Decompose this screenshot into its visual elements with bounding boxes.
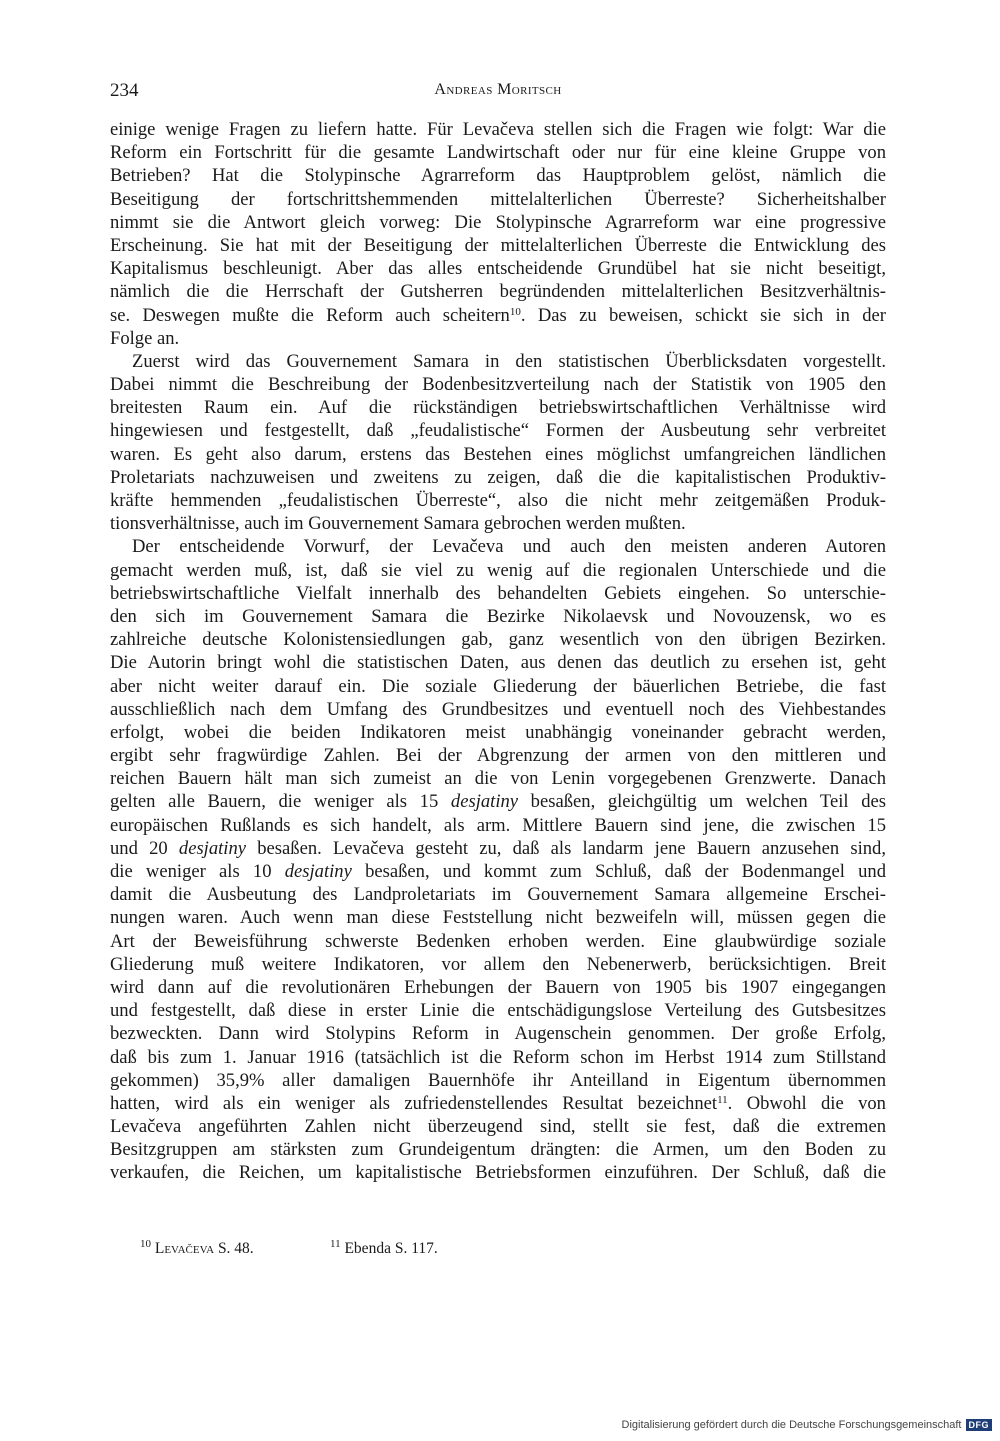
footnote-marker: 10 xyxy=(140,1238,151,1250)
text-line: kräfte hemmenden „feudalistischen Überreste“, also die nicht mehr zeitgemäßen Produk- xyxy=(110,490,886,511)
text-line: betriebswirtschaftliche Vielfalt innerhalb des behandelten Gebiets eingehen. So unterschie- xyxy=(110,582,886,604)
text-span: besaßen. Levačeva gesteht zu, daß als landarm jene Bauern anzusehen sind, xyxy=(246,837,886,859)
text-line: Art der Beweisführung schwerste Bedenken erhoben werden. Eine glaubwürdige soziale xyxy=(110,930,886,952)
text-line xyxy=(110,837,886,860)
text-line: Proletariats nachzuweisen und zweitens zu zeigen, daß die die kapitalistischen Produktiv- xyxy=(110,466,886,488)
text-span: . Obwohl die von xyxy=(727,1092,886,1114)
text-line: verkaufen, die Reichen, um kapitalistische Betriebsformen einzuführen. Der Schluß, daß die xyxy=(110,1162,886,1184)
page-header xyxy=(110,80,886,106)
text-line: Reform ein Fortschritt für die gesamte Landwirtschaft oder nur für eine kleine Gruppe von xyxy=(110,142,886,164)
footnote-text: Ebenda S. 117. xyxy=(344,1240,438,1257)
footnote-ref-11: 11 xyxy=(717,1093,728,1106)
text-line xyxy=(110,1092,886,1115)
text-line: Kapitalismus beschleunigt. Aber das alles entscheidende Grundübel hat sie nicht beseitigt, xyxy=(110,258,886,280)
text-line: nungen waren. Auch wenn man diese Feststellung nicht bezweifeln will, müssen gegen die xyxy=(110,907,886,929)
text-line: Erscheinung. Sie hat mit der Beseitigung der mittelalterlichen Überreste die Entwicklung des xyxy=(110,234,886,256)
text-line xyxy=(110,304,886,327)
text-line: breitesten Raum ein. Auf die rückständigen betriebswirtschaftlichen Verhältnisse wird xyxy=(110,397,886,419)
dfg-logo: DFG xyxy=(966,1419,993,1431)
text-line: und festgestellt, daß diese in erster Linie die entschädigungslose Verteilung des Gutsbesitzes xyxy=(110,1000,886,1022)
text-line: damit die Ausbeutung des Landproletariats im Gouvernement Samara allgemeine Erschei- xyxy=(110,884,886,906)
italic-term: desjatiny xyxy=(450,791,519,813)
text-line: zahlreiche deutsche Kolonistensiedlungen gab, ganz wesentlich von den übrigen Bezirken. xyxy=(110,629,886,651)
text-line: Folge an. xyxy=(110,327,180,349)
digitization-banner xyxy=(622,1417,992,1433)
italic-term: desjatiny xyxy=(178,837,247,859)
text-span: gelten alle Bauern, die weniger als 15 xyxy=(110,791,439,813)
text-line: Beseitigung der fortschrittshemmenden mittelalterlichen Überreste? Sicherheitshalber xyxy=(110,188,886,210)
text-line: daß bis zum 1. Januar 1916 (tatsächlich ist die Reform schon im Herbst 1914 zum Stillstand xyxy=(110,1046,886,1068)
text-line: ergibt sehr fragwürdige Zahlen. Bei der Abgrenzung der armen von den mittleren und xyxy=(110,745,886,767)
text-line: waren. Es geht also darum, erstens das Bestehen eines möglichst umfangreichen ländlichen xyxy=(110,443,886,465)
text-span: hatten, wird als ein weniger als zufriedenstellendes Resultat bezeichnet xyxy=(110,1092,718,1114)
text-line: Besitzgruppen am stärksten zum Grundeigentum drängten: die Armen, um den Boden zu xyxy=(110,1139,886,1161)
text-line xyxy=(110,860,886,883)
text-line: nämlich die die Herrschaft der Gutsherren begründenden mittelalterlichen Besitzverhältnis- xyxy=(110,281,886,303)
text-line: gemacht werden muß, ist, daß sie viel zu wenig auf die regionalen Unterschiede und die xyxy=(110,559,886,581)
text-span: besaßen, und kommt zum Schluß, daß der Bodenmangel und xyxy=(351,861,886,882)
body-text xyxy=(110,118,886,1185)
text-line: einige wenige Fragen zu liefern hatte. Für Levačeva stellen sich die Fragen wie folgt: War die xyxy=(110,119,886,140)
text-line: hingewiesen und festgestellt, daß „feudalistische“ Formen der Ausbeutung sehr verbreitet xyxy=(110,420,886,442)
text-line: Gliederung muß weitere Indikatoren, vor allem den Nebenerwerb, berücksichtigen. Breit xyxy=(110,953,886,975)
text-line: europäischen Rußlands es sich handelt, als arm. Mittlere Bauern sind jene, die zwischen 15 xyxy=(110,814,886,836)
text-line: Zuerst wird das Gouvernement Samara in den statistischen Überblicksdaten vorgestellt. xyxy=(132,350,886,372)
text-line: aber nicht weiter darauf ein. Die soziale Gliederung der bäuerlichen Betriebe, die fast xyxy=(110,675,886,697)
footnotes xyxy=(140,1238,886,1260)
footnote-marker: 11 xyxy=(330,1238,341,1250)
text-line: Die Autorin bringt wohl die statistischen Daten, aus denen das deutlich zu ersehen ist, geht xyxy=(110,652,886,674)
text-line: Levačeva angeführten Zahlen nicht überzeugend sind, stellt sie fest, daß die extremen xyxy=(110,1116,886,1138)
text-span: se. Deswegen mußte die Reform auch scheitern xyxy=(110,304,510,326)
text-span: die weniger als 10 xyxy=(110,861,272,882)
footnote-author: Levačeva xyxy=(154,1240,215,1257)
text-span: besaßen, gleichgültig um welchen Teil des xyxy=(518,791,886,813)
italic-term: desjatiny xyxy=(284,861,352,882)
text-line: wird dann auf die revolutionären Erhebungen der Bauern von 1905 bis 1907 eingegangen xyxy=(110,976,886,998)
text-line: Der entscheidende Vorwurf, der Levačeva und auch den meisten anderen Autoren xyxy=(132,536,886,558)
text-line: erfolgt, wobei die beiden Indikatoren meist unabhängig voneinander gebracht werden, xyxy=(110,721,886,743)
banner-text: Digitalisierung gefördert durch die Deutsche Forschungsgemeinschaft xyxy=(621,1419,962,1431)
text-line: gekommen) 35,9% aller damaligen Bauernhöfe ihr Anteilland in Eigentum übernommen xyxy=(110,1069,886,1091)
footnote-11 xyxy=(330,1238,438,1260)
footnote-text: S. 48. xyxy=(214,1240,254,1257)
text-line: ausschließlich nach dem Umfang des Grundbesitzes und eventuell noch des Viehbestandes xyxy=(110,698,886,720)
text-line: Dabei nimmt die Beschreibung der Bodenbesitzverteilung nach der Statistik von 1905 den xyxy=(110,374,886,396)
text-line: den sich im Gouvernement Samara die Bezirke Nikolaevsk und Novouzensk, wo es xyxy=(110,605,886,627)
text-line: tionsverhältnisse, auch im Gouvernement Samara gebrochen werden mußten. xyxy=(110,513,686,535)
text-line: Betrieben? Hat die Stolypinsche Agrarreform das Hauptproblem gelöst, nämlich die xyxy=(110,165,886,187)
footnote-ref-10: 10 xyxy=(509,305,521,318)
running-head: Andreas Moritsch xyxy=(434,81,562,98)
text-line: reichen Bauern hält man sich zumeist an die von Lenin vorgegebenen Grenzwerte. Danach xyxy=(110,768,886,790)
text-line xyxy=(110,790,886,813)
text-line: bezweckten. Dann wird Stolypins Reform in Augenschein genommen. Der große Erfolg, xyxy=(110,1023,886,1045)
text-span: . Das zu beweisen, schickt sie sich in der xyxy=(520,304,886,326)
text-line: nimmt sie die Antwort gleich vorweg: Die Stolypinsche Agrarreform war eine progressive xyxy=(110,211,886,233)
page-number: 234 xyxy=(110,80,139,101)
footnote-10 xyxy=(140,1238,254,1260)
text-span: und 20 xyxy=(110,837,168,859)
